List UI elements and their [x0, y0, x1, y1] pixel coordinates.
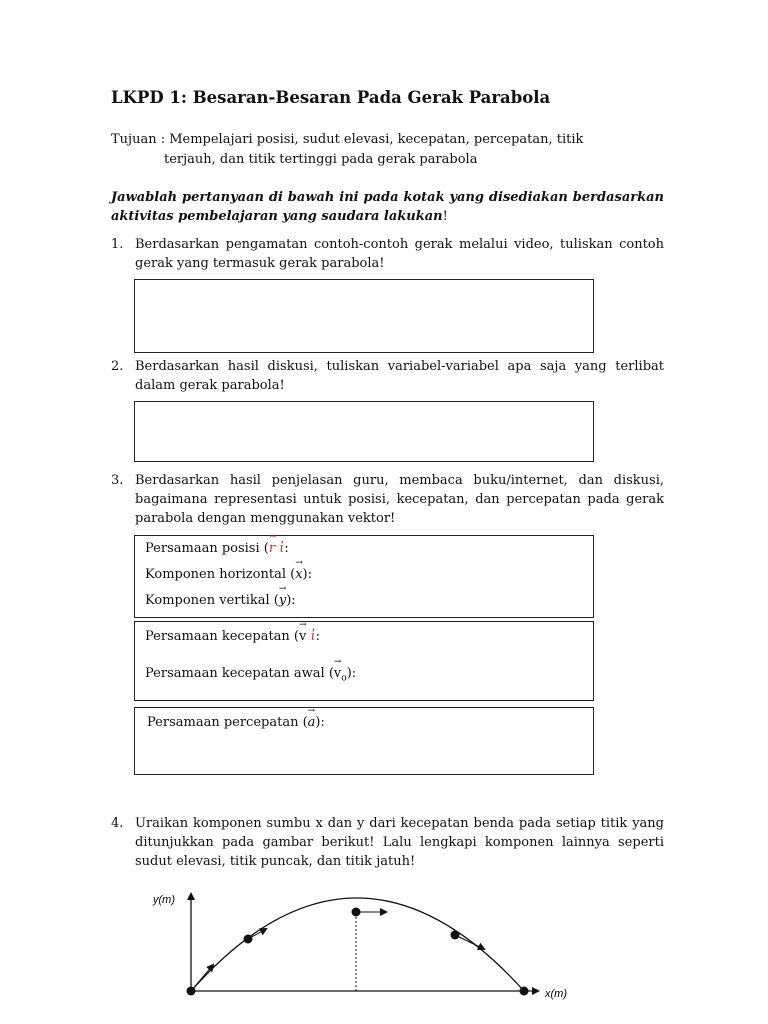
horizontal-component — [145, 567, 312, 582]
vertical-component — [145, 593, 296, 608]
position-vector-symbol: → r — [269, 541, 275, 556]
velocity-box[interactable] — [134, 621, 594, 701]
trajectory-diagram — [140, 880, 580, 1020]
v0-vector-symbol: → v — [334, 666, 341, 681]
answer-box-1[interactable] — [134, 279, 594, 353]
initial-velocity-label: Persamaan kecepatan awal ( — [145, 666, 334, 681]
acceleration-label: Persamaan percepatan ( — [147, 715, 308, 730]
question-3-text: Berdasarkan hasil penjelasan guru, membaca buku/internet, dan diskusi, bagaimana representasi untuk posisi, kecepatan, dan percepatan pada gerak parabola dengan menggunakan vektor! — [135, 473, 664, 526]
question-4-text: Uraikan komponen sumbu x dan y dari kecepatan benda pada setiap titik yang ditunjukkan pada gambar berikut! Lalu lengkapi komponen lainnya seperti sudut elevasi, titik puncak, dan titik jatuh! — [135, 816, 664, 869]
point-start — [187, 987, 196, 996]
acceleration-box[interactable] — [134, 707, 594, 775]
instruction-end: ! — [442, 209, 448, 224]
acceleration-equation — [147, 715, 325, 730]
position-box[interactable] — [134, 535, 594, 618]
instruction — [111, 188, 664, 226]
velocity-italic-glyph: ἰ — [310, 629, 316, 644]
point-apex — [352, 908, 361, 917]
point-end — [520, 987, 529, 996]
initial-velocity-suffix: ): — [346, 666, 357, 681]
velocity-arrow-4 — [455, 935, 484, 949]
question-3-number: 3. — [111, 473, 124, 488]
question-2-number: 2. — [111, 359, 124, 374]
velocity-label: Persamaan kecepatan ( — [145, 629, 299, 644]
question-2-text: Berdasarkan hasil diskusi, tuliskan variabel-variabel apa saja yang terlibat dalam gerak parabola! — [135, 359, 664, 393]
a-vector-symbol: → a — [308, 715, 316, 730]
vertical-label: Komponen vertikal ( — [145, 593, 279, 608]
goal-line-1: Tujuan : Mempelajari posisi, sudut elevasi, kecepatan, percepatan, titik — [111, 132, 584, 147]
y-vector-symbol: → y — [279, 593, 286, 608]
question-4-number: 4. — [111, 816, 124, 831]
velocity-equation — [145, 629, 320, 644]
position-equation — [145, 541, 289, 556]
point-4 — [451, 931, 460, 940]
vertical-suffix: ): — [286, 593, 296, 608]
initial-velocity-equation — [145, 666, 356, 684]
horizontal-label: Komponen horizontal ( — [145, 567, 296, 582]
acceleration-suffix: ): — [315, 715, 325, 730]
goal-line-2: terjauh, dan titik tertinggi pada gerak parabola — [164, 152, 478, 167]
velocity-suffix: : — [315, 629, 320, 644]
v0-subscript: o — [341, 673, 347, 684]
y-axis-label: y(m) — [153, 894, 175, 906]
position-equation-label: Persamaan posisi ( — [145, 541, 269, 556]
x-vector-symbol: → x — [295, 567, 302, 582]
v-vector-symbol: → v — [299, 629, 306, 644]
question-1-number: 1. — [111, 237, 124, 252]
horizontal-suffix: ): — [302, 567, 312, 582]
position-italic-glyph: ἰ — [279, 541, 285, 556]
x-axis-label: x(m) — [545, 988, 567, 1000]
question-1-text: Berdasarkan pengamatan contoh-contoh gerak melalui video, tuliskan contoh gerak yang termasuk gerak parabola! — [135, 237, 664, 271]
velocity-arrow-start — [191, 965, 213, 991]
position-suffix: : — [284, 541, 289, 556]
instruction-text: Jawablah pertanyaan di bawah ini pada kotak yang disediakan berdasarkan aktivitas pembelajaran yang saudara lakukan — [111, 190, 664, 224]
page-title: LKPD 1: Besaran-Besaran Pada Gerak Parabola — [111, 88, 551, 107]
point-2 — [244, 935, 253, 944]
answer-box-2[interactable] — [134, 401, 594, 462]
